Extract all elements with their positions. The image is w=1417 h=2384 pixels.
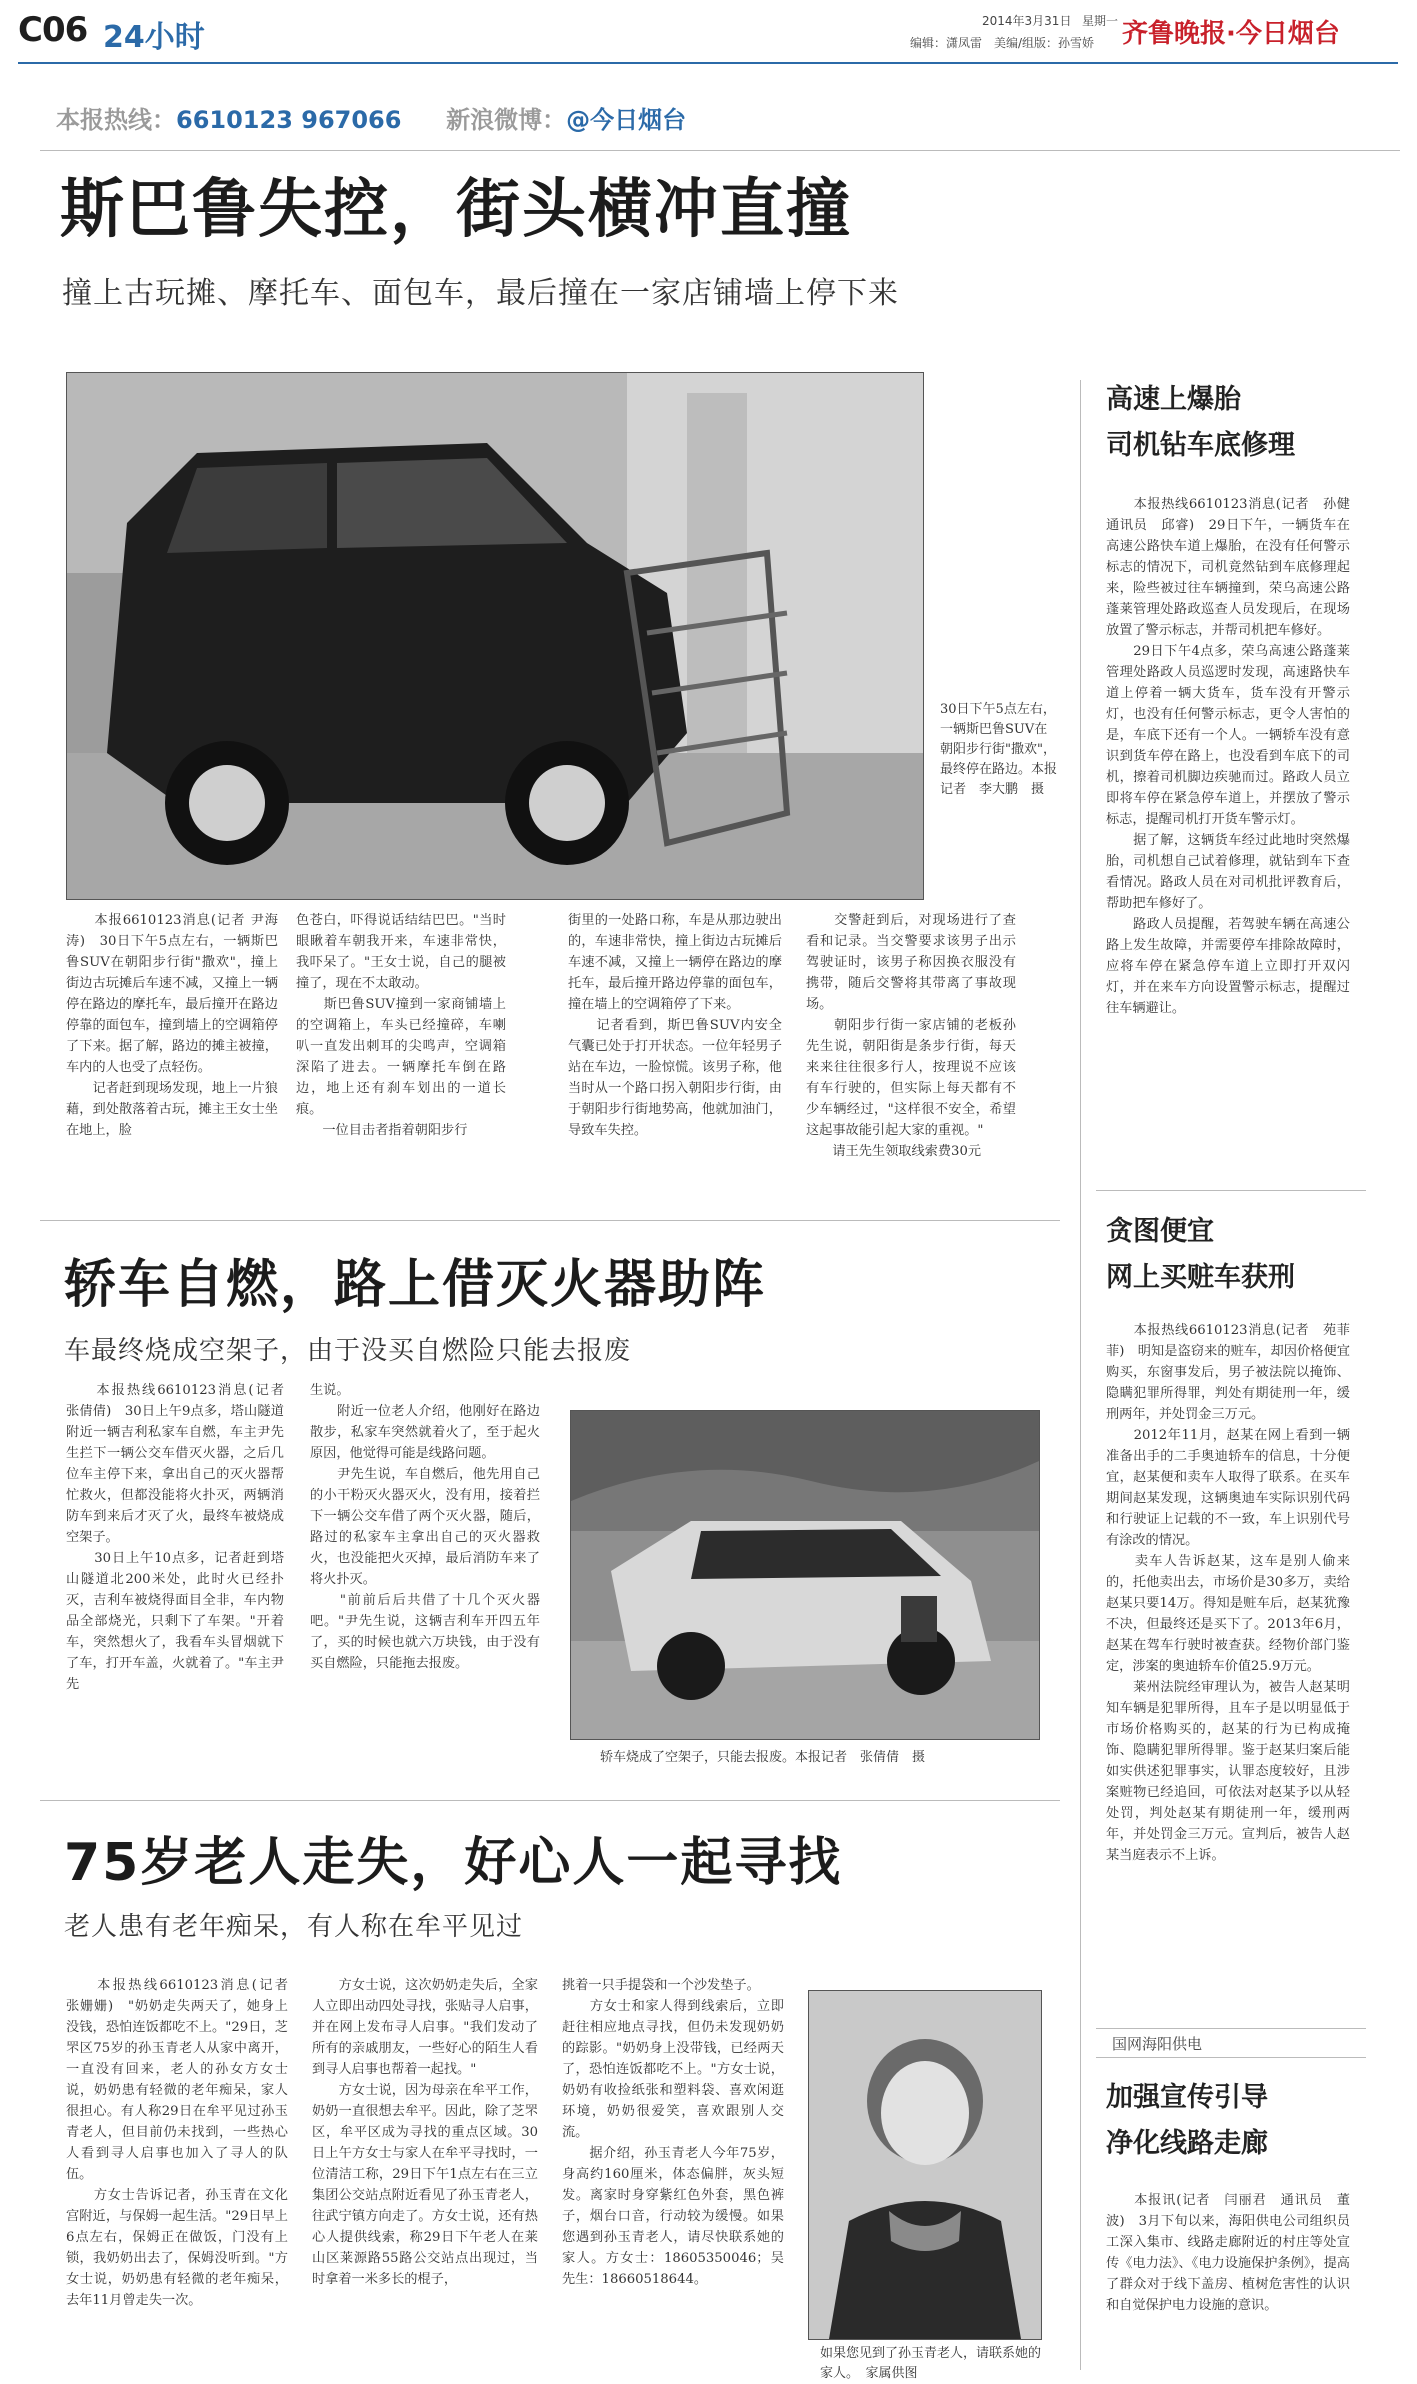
burned-car-image bbox=[571, 1411, 1039, 1739]
story2-col1: 本报热线6610123消息(记者 张倩倩) 30日上午9点多，塔山隧道附近一辆吉利私家车自燃，车主尹先生拦下一辆公交车借灭火器，之后几位车主停下来，拿出自己的灭火器帮忙救火，但都没能将火扑灭，两辆消防车到来后才灭了火，最终车被烧成空架子。 30日上午10点多，记者赶到塔山隧道北200米处，此时火已经扑灭，吉利车被烧得面目全非，车内物品全部烧光，只剩下了车架。"开着车，突然想火了，我看车头冒烟就下了车，打开车盖，火就着了。"车主尹先 bbox=[66, 1383, 284, 1692]
story2-subhead: 车最终烧成空架子，由于没买自燃险只能去报废 bbox=[64, 1336, 632, 1366]
page-header bbox=[0, 0, 1417, 64]
story3-subhead: 老人患有老年痴呆，有人称在牟平见过 bbox=[64, 1912, 524, 1942]
side1-title-line2: 司机钻车底修理 bbox=[1106, 430, 1295, 461]
header-editors: 编辑：潇凤雷 美编/组版：孙雪娇 bbox=[910, 36, 1095, 50]
story1-col2: 色苍白，吓得说话结结巴巴。"当时眼瞅着车朝我开来，车速非常快，我吓呆了。"王女士说，自己的腿被撞了，现在不太敢动。 斯巴鲁SUV撞到一家商铺墙上的空调箱上，车头已经撞碎，车喇叭一直发出刺耳的尖鸣声，空调箱深陷了进去。一辆摩托车倒在路边，地上还有刹车划出的一道长痕。 一位目击者指着朝阳步行 bbox=[296, 913, 506, 1138]
header-rule bbox=[18, 62, 1398, 64]
story2-photo-caption: 轿车烧成了空架子，只能去报废。本报记者 张倩倩 摄 bbox=[600, 1750, 926, 1765]
suv-crash-image bbox=[67, 373, 923, 899]
story1-rule bbox=[40, 1220, 1060, 1221]
hotline-rule bbox=[40, 150, 1400, 151]
story2-col2: 生说。 附近一位老人介绍，他刚好在路边散步，私家车突然就着火了，至于起火原因，他觉得可能是线路问题。 尹先生说，车自燃后，他先用自己的小干粉灭火器灭火，没有用，接着拦下一辆公交车借了两个灭火器，随后，路过的私家车主拿出自己的灭火器救火，也没能把火灭掉，最后消防车来了将火扑灭。 "前前后后共借了十几个灭火器吧。"尹先生说，这辆吉利车开四五年了，买的时候也就六万块钱，由于没有买自燃险，只能拖去报废。 bbox=[310, 1383, 540, 1671]
side3-text: 本报讯(记者 闫丽君 通讯员 董波) 3月下旬以来，海阳供电公司组织员工深入集市、线路走廊附近的村庄等处宣传《电力法》、《电力设施保护条例》，提高了群众对于线下盖房、植树危害性的认识和自觉保护电力设施的意识。 bbox=[1106, 2193, 1350, 2313]
story1-photo-caption: 30日下午5点左右，一辆斯巴鲁SUV在朝阳步行街"撒欢"，最终停在路边。本报记者 李大鹏 摄 bbox=[940, 702, 1058, 797]
side3-column-tag bbox=[1096, 2028, 1366, 2058]
story3-col2: 方女士说，这次奶奶走失后，全家人立即出动四处寻找，张贴寻人启事，并在网上发布寻人启事。"我们发动了所有的亲戚朋友，一些好心的陌生人看到寻人启事也帮着一起找。" 方女士说，因为母亲在牟平工作，奶奶一直很想去牟平。因此，除了芝罘区，牟平区成为寻找的重点区域。30日上午方女士与家人在牟平寻找时，一位清洁工称，29日下午1点左右在三立集团公交站点附近看见了孙玉青老人，往武宁镇方向走了。方女士说，还有热心人提供线索，称29日下午老人在莱山区莱源路55路公交站点出现过，当时拿着一米多长的棍子， bbox=[312, 1978, 538, 2287]
story2-photo bbox=[570, 1410, 1040, 1740]
story1-photo bbox=[66, 372, 924, 900]
story3-col1: 本报热线6610123消息(记者 张姗姗) "奶奶走失两天了，她身上没钱，恐怕连饭都吃不上。"29日，芝罘区75岁的孙玉青老人从家中离开，一直没有回来，老人的孙女方女士说，奶奶患有轻微的老年痴呆，家人很担心。有人称29日在牟平见过孙玉青老人，但目前仍未找到，一些热心人看到寻人启事也加入了寻人的队伍。 方女士告诉记者，孙玉青在文化宫附近，与保姆一起生活。"29日早上6点左右，保姆正在做饭，门没有上锁，我奶奶出去了，保姆没听到。"方女士说，奶奶患有轻微的老年痴呆，去年11月曾走失一次。 bbox=[66, 1978, 288, 2308]
story3-photo-caption: 如果您见到了孙玉青老人，请联系她的家人。 家属供图 bbox=[820, 2346, 1042, 2381]
story2-rule bbox=[40, 1800, 1060, 1801]
side3-title-line2: 净化线路走廊 bbox=[1106, 2128, 1268, 2159]
story1-subhead: 撞上古玩摊、摩托车、面包车，最后撞在一家店铺墙上停下来 bbox=[62, 276, 899, 311]
weibo-label: 新浪微博： bbox=[446, 106, 567, 134]
side2-title-line1: 贪图便宜 bbox=[1106, 1216, 1214, 1247]
story1-headline: 斯巴鲁失控，街头横冲直撞 bbox=[60, 173, 852, 247]
hotline-numbers: 6610123 967066 bbox=[176, 106, 402, 134]
story3-headline: 75岁老人走失，好心人一起寻找 bbox=[64, 1833, 843, 1893]
sidebar-divider bbox=[1080, 380, 1081, 2370]
header-date: 2014年3月31日 bbox=[982, 14, 1072, 28]
section-label: 24小时 bbox=[103, 20, 205, 55]
side2-text: 本报热线6610123消息(记者 苑菲菲) 明知是盗窃来的赃车，却因价格便宜购买，东窗事发后，男子被法院以掩饰、隐瞒犯罪所得罪，判处有期徒刑一年，缓刑两年，并处罚金三万元。 2012年11月，赵某在网上看到一辆准备出手的二手奥迪轿车的信息，十分便宜，赵某便和卖车人取得了联系。在买车期间赵某发现，这辆奥迪车实际识别代码和行驶证上记载的不一致，车上识别代号有涂改的情况。 卖车人告诉赵某，这车是别人偷来的，托他卖出去，市场价是30多万，卖给赵某只要14万。得知是赃车后，赵某犹豫不决，但最终还是买下了。2013年6月，赵某在驾车行驶时被查获。经物价部门鉴定，涉案的奥迪轿车价值25.9万元。 莱州法院经审理认为，被告人赵某明知车辆是犯罪所得，且车子是以明显低于市场价格购买的，赵某的行为已构成掩饰、隐瞒犯罪所得罪。鉴于赵某归案后能如实供述犯罪事实，认罪态度较好，且涉案赃物已经追回，可依法对赵某予以从轻处罚，判处赵某有期徒刑一年，缓刑两年，并处罚金三万元。宣判后，被告人赵某当庭表示不上诉。 bbox=[1106, 1323, 1350, 1863]
story1-col4: 交警赶到后，对现场进行了查看和记录。当交警要求该男子出示驾驶证时，该男子称因换衣服没有携带，随后交警将其带离了事故现场。 朝阳步行街一家店铺的老板孙先生说，朝阳街是条步行街，每天来来往往很多行人，按理说不应该有车行驶的，但实际上每天都有不少车辆经过，"这样很不安全，希望这起事故能引起大家的重视。" 请王先生领取线索费30元 bbox=[806, 913, 1016, 1159]
story1-col3: 街里的一处路口称，车是从那边驶出的，车速非常快，撞上街边古玩摊后车速不减，又撞上一辆停在路边的摩托车，最后撞开路边停靠的面包车，撞在墙上的空调箱停了下来。 记者看到，斯巴鲁SUV内安全气囊已处于打开状态。一位年轻男子站在车边，一脸惊慌。该男子称，他当时从一个路口拐入朝阳步行街，由于朝阳步行街地势高，他就加油门，导致车失控。 bbox=[568, 913, 782, 1138]
page-code: C06 bbox=[18, 10, 88, 50]
story3-photo bbox=[808, 1990, 1042, 2340]
header-weekday: 星期一 bbox=[1082, 14, 1119, 28]
story1-col1: 本报6610123消息(记者 尹海涛) 30日下午5点左右，一辆斯巴鲁SUV在朝阳步行街"撒欢"，撞上街边古玩摊后车速不减，又撞上一辆停在路边的摩托车，最后撞开在路边停靠的面包车，撞到墙上的空调箱停了下来。据了解，路边的摊主被撞，车内的人也受了点轻伤。 记者赶到现场发现，地上一片狼藉，到处散落着古玩，摊主王女士坐在地上，脸 bbox=[66, 913, 278, 1138]
column-tag-label: 国网海阳供电 bbox=[1112, 2035, 1203, 2053]
side3-title-line1: 加强宣传引导 bbox=[1106, 2082, 1268, 2113]
side1-title-line1: 高速上爆胎 bbox=[1106, 384, 1241, 415]
side1-text: 本报热线6610123消息(记者 孙健 通讯员 邱睿) 29日下午，一辆货车在高速公路快车道上爆胎，在没有任何警示标志的情况下，司机竟然钻到车底修理起来，险些被过往车辆撞到，荣乌高速公路蓬莱管理处路政巡查人员发现后，在现场放置了警示标志，并帮司机把车修好。 29日下午4点多，荣乌高速公路蓬莱管理处路政人员巡逻时发现，高速路快车道上停着一辆大货车，货车没有开警示灯，也没有任何警示标志，更令人害怕的是，车底下还有一个人。一辆轿车没有意识到货车停在路上，也没看到车底下的司机，擦着司机脚边疾驰而过。路政人员立即将车停在紧急停车道上，并摆放了警示标志，提醒司机打开货车警示灯。 据了解，这辆货车经过此地时突然爆胎，司机想自己试着修理，就钻到车下查看情况。路政人员在对司机批评教育后，帮助把车修好了。 路政人员提醒，若驾驶车辆在高速公路上发生故障，并需要停车排除故障时，应将车停在紧急停车道上立即打开双闪灯，并在来车方向设置警示标志，提醒过往车辆避让。 bbox=[1106, 497, 1350, 1016]
paper-name: 齐鲁晚报·今日烟台 bbox=[1122, 19, 1340, 49]
elderly-woman-portrait bbox=[809, 1991, 1041, 2339]
story3-col3: 挑着一只手提袋和一个沙发垫子。 方女士和家人得到线索后，立即赶往相应地点寻找，但仍未发现奶奶的踪影。"奶奶身上没带钱，已经两天了，恐怕连饭都吃不上。"方女士说，奶奶有收捡纸张和塑料袋、喜欢闲逛环境，奶奶很爱笑，喜欢跟别人交流。 据介绍，孙玉青老人今年75岁，身高约160厘米，体态偏胖，灰头短发。离家时身穿紫红色外套，黑色裤子，烟台口音，行动较为缓慢。如果您遇到孙玉青老人，请尽快联系她的家人。方女士：18605350046；吴先生：18660518644。 bbox=[562, 1978, 784, 2287]
side1-rule bbox=[1096, 1190, 1366, 1191]
story2-headline: 轿车自燃，路上借灭火器助阵 bbox=[64, 1255, 767, 1315]
side2-title-line2: 网上买赃车获刑 bbox=[1106, 1262, 1295, 1293]
hotline-bar bbox=[56, 100, 686, 140]
hotline-label: 本报热线： bbox=[56, 106, 176, 134]
weibo-handle: @今日烟台 bbox=[566, 106, 687, 134]
